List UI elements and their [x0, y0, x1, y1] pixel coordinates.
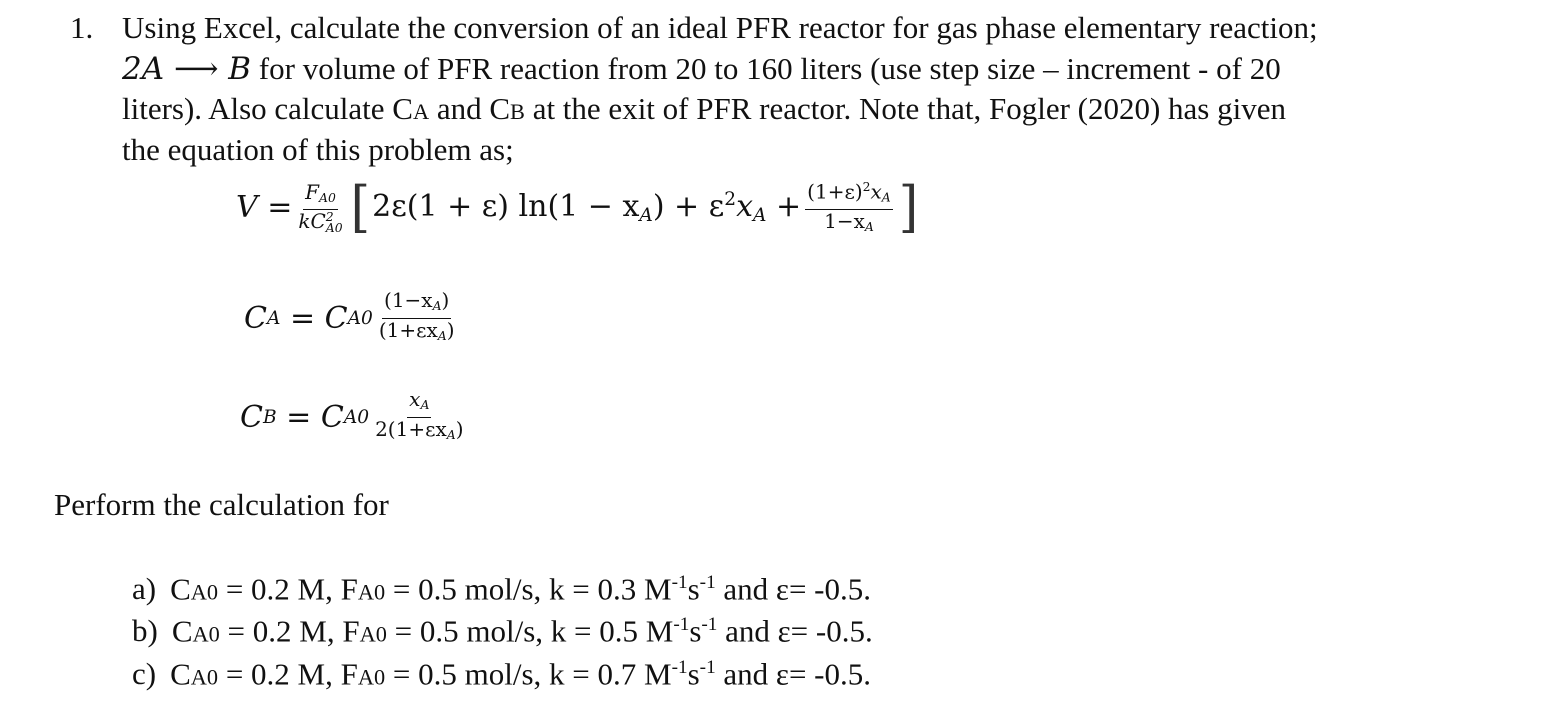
unit-s-sup: -1 — [699, 657, 716, 678]
tail-num: (1+ε) — [807, 179, 863, 204]
ca0-sub: A0 — [190, 664, 219, 690]
coef-den-sup: 2 — [325, 209, 334, 225]
vol-body-x-sub: A — [753, 204, 767, 226]
unit-s: s — [689, 613, 702, 649]
case-label: b) — [132, 613, 158, 649]
fa0-value: = 0.5 mol/s, k = — [386, 613, 600, 649]
k-value: 0.7 — [597, 656, 637, 692]
volume-equation — [236, 172, 920, 242]
fa0-value: = 0.5 mol/s, k = — [385, 656, 598, 692]
volume-lhs: V = — [236, 189, 293, 225]
unit-m: M — [636, 571, 672, 607]
unit-s: s — [687, 656, 700, 692]
unit-m-sup: -1 — [671, 657, 688, 678]
fa0-sub: A0 — [357, 579, 386, 605]
ca-eq: = C — [280, 300, 348, 336]
coef-num: F — [305, 179, 319, 204]
unit-s-sup: -1 — [699, 572, 716, 593]
ca0-value: = 0.2 M, F — [218, 656, 358, 692]
question-line-3 — [122, 89, 1286, 132]
line3-part-c: at the exit of PFR reactor. Note that, Fogler (2020) has given — [524, 91, 1286, 126]
ca0-value: = 0.2 M, F — [219, 613, 360, 649]
epsilon-value: and ε= -0.5. — [717, 613, 873, 649]
question-line-4: the equation of this problem as; — [122, 132, 514, 167]
tail-num-x: x — [870, 179, 882, 204]
volume-coefficient — [296, 181, 344, 234]
ca0-value: = 0.2 M, F — [218, 571, 358, 607]
cb-equation — [240, 384, 470, 450]
question-line-1: Using Excel, calculate the conversion of an ideal PFR reactor for gas phase elementary reaction; — [122, 10, 1318, 45]
coef-den-sub: A0 — [325, 220, 343, 236]
right-bracket-icon: ] — [898, 175, 919, 239]
cb-num: x — [409, 387, 421, 412]
cb-fraction — [373, 388, 465, 445]
tail-num-sub: A — [881, 189, 891, 205]
line3-part-a: liters). Also calculate C — [122, 91, 413, 126]
k-value: 0.5 — [599, 613, 638, 649]
cb-den: 2(1+εx — [375, 416, 447, 441]
ca-num-sub: A — [432, 298, 442, 314]
reaction: 2A ⟶ B — [122, 51, 252, 87]
cb-lhs-sub: B — [262, 406, 277, 428]
ca0-symbol: C — [171, 613, 193, 649]
ca-lhs-sub: A — [266, 307, 281, 329]
line3-sub-b: B — [510, 99, 525, 124]
case-item — [132, 648, 871, 697]
cb-eq-sub: A0 — [343, 406, 370, 428]
question-line-2 — [122, 49, 1281, 89]
ca0-symbol: C — [170, 656, 191, 692]
vol-body-sub: A — [639, 204, 653, 226]
ca-fraction — [377, 289, 457, 346]
ca0-symbol: C — [170, 571, 191, 607]
question-line-2-text: for volume of PFR reaction from 20 to 160 liters (use step size – increment - of 20 — [251, 51, 1281, 86]
volume-body — [372, 189, 801, 226]
fa0-value: = 0.5 mol/s, k = — [385, 571, 598, 607]
cb-den-end: ) — [455, 416, 464, 441]
unit-s: s — [687, 571, 700, 607]
fa0-sub: A0 — [359, 621, 387, 647]
unit-m: M — [636, 656, 672, 692]
vol-body-plus: + — [766, 188, 802, 224]
ca-num-end: ) — [441, 288, 450, 313]
epsilon-value: and ε= -0.5. — [715, 571, 872, 607]
ca0-sub: A0 — [190, 579, 219, 605]
cb-den-sub: A — [446, 426, 456, 442]
case-label: a) — [132, 571, 157, 607]
unit-s-sup: -1 — [701, 614, 718, 635]
unit-m: M — [638, 613, 674, 649]
ca-eq-sub: A0 — [347, 307, 373, 329]
tail-den: 1−x — [824, 208, 865, 233]
left-bracket-icon: [ — [350, 175, 371, 239]
ca-equation — [244, 285, 461, 351]
case-label: c) — [132, 656, 157, 692]
ca-num: (1−x — [384, 288, 433, 313]
ca0-sub: A0 — [192, 621, 220, 647]
cb-eq: = C — [276, 399, 344, 435]
vol-body: 2ε(1 + ε) ln(1 − x — [372, 188, 640, 224]
tail-den-sub: A — [864, 218, 874, 234]
line3-sub-a: A — [412, 99, 430, 124]
coef-den: kC — [298, 208, 326, 233]
unit-m-sup: -1 — [671, 572, 688, 593]
k-value: 0.3 — [597, 571, 637, 607]
cb-lhs: C — [240, 399, 263, 435]
coef-num-sub: A0 — [319, 189, 336, 205]
unit-m-sup: -1 — [673, 614, 690, 635]
ca-den-end: ) — [446, 317, 455, 342]
epsilon-value: and ε= -0.5. — [715, 656, 872, 692]
line3-part-b: and C — [429, 91, 511, 126]
fa0-sub: A0 — [357, 664, 386, 690]
case-item — [132, 605, 873, 654]
ca-den-sub: A — [437, 327, 447, 343]
vol-body-x: x — [736, 188, 754, 224]
tail-num-sup: 2 — [862, 179, 871, 195]
vol-body-sup: 2 — [724, 188, 737, 210]
perform-heading: Perform the calculation for — [54, 487, 389, 522]
ca-den: (1+εx — [378, 317, 438, 342]
ca-lhs: C — [244, 300, 267, 336]
cb-num-sub: A — [420, 397, 430, 413]
volume-tail-fraction — [805, 176, 893, 238]
vol-body-mid: ) + ε — [652, 188, 725, 224]
question-number: 1. — [70, 10, 94, 45]
